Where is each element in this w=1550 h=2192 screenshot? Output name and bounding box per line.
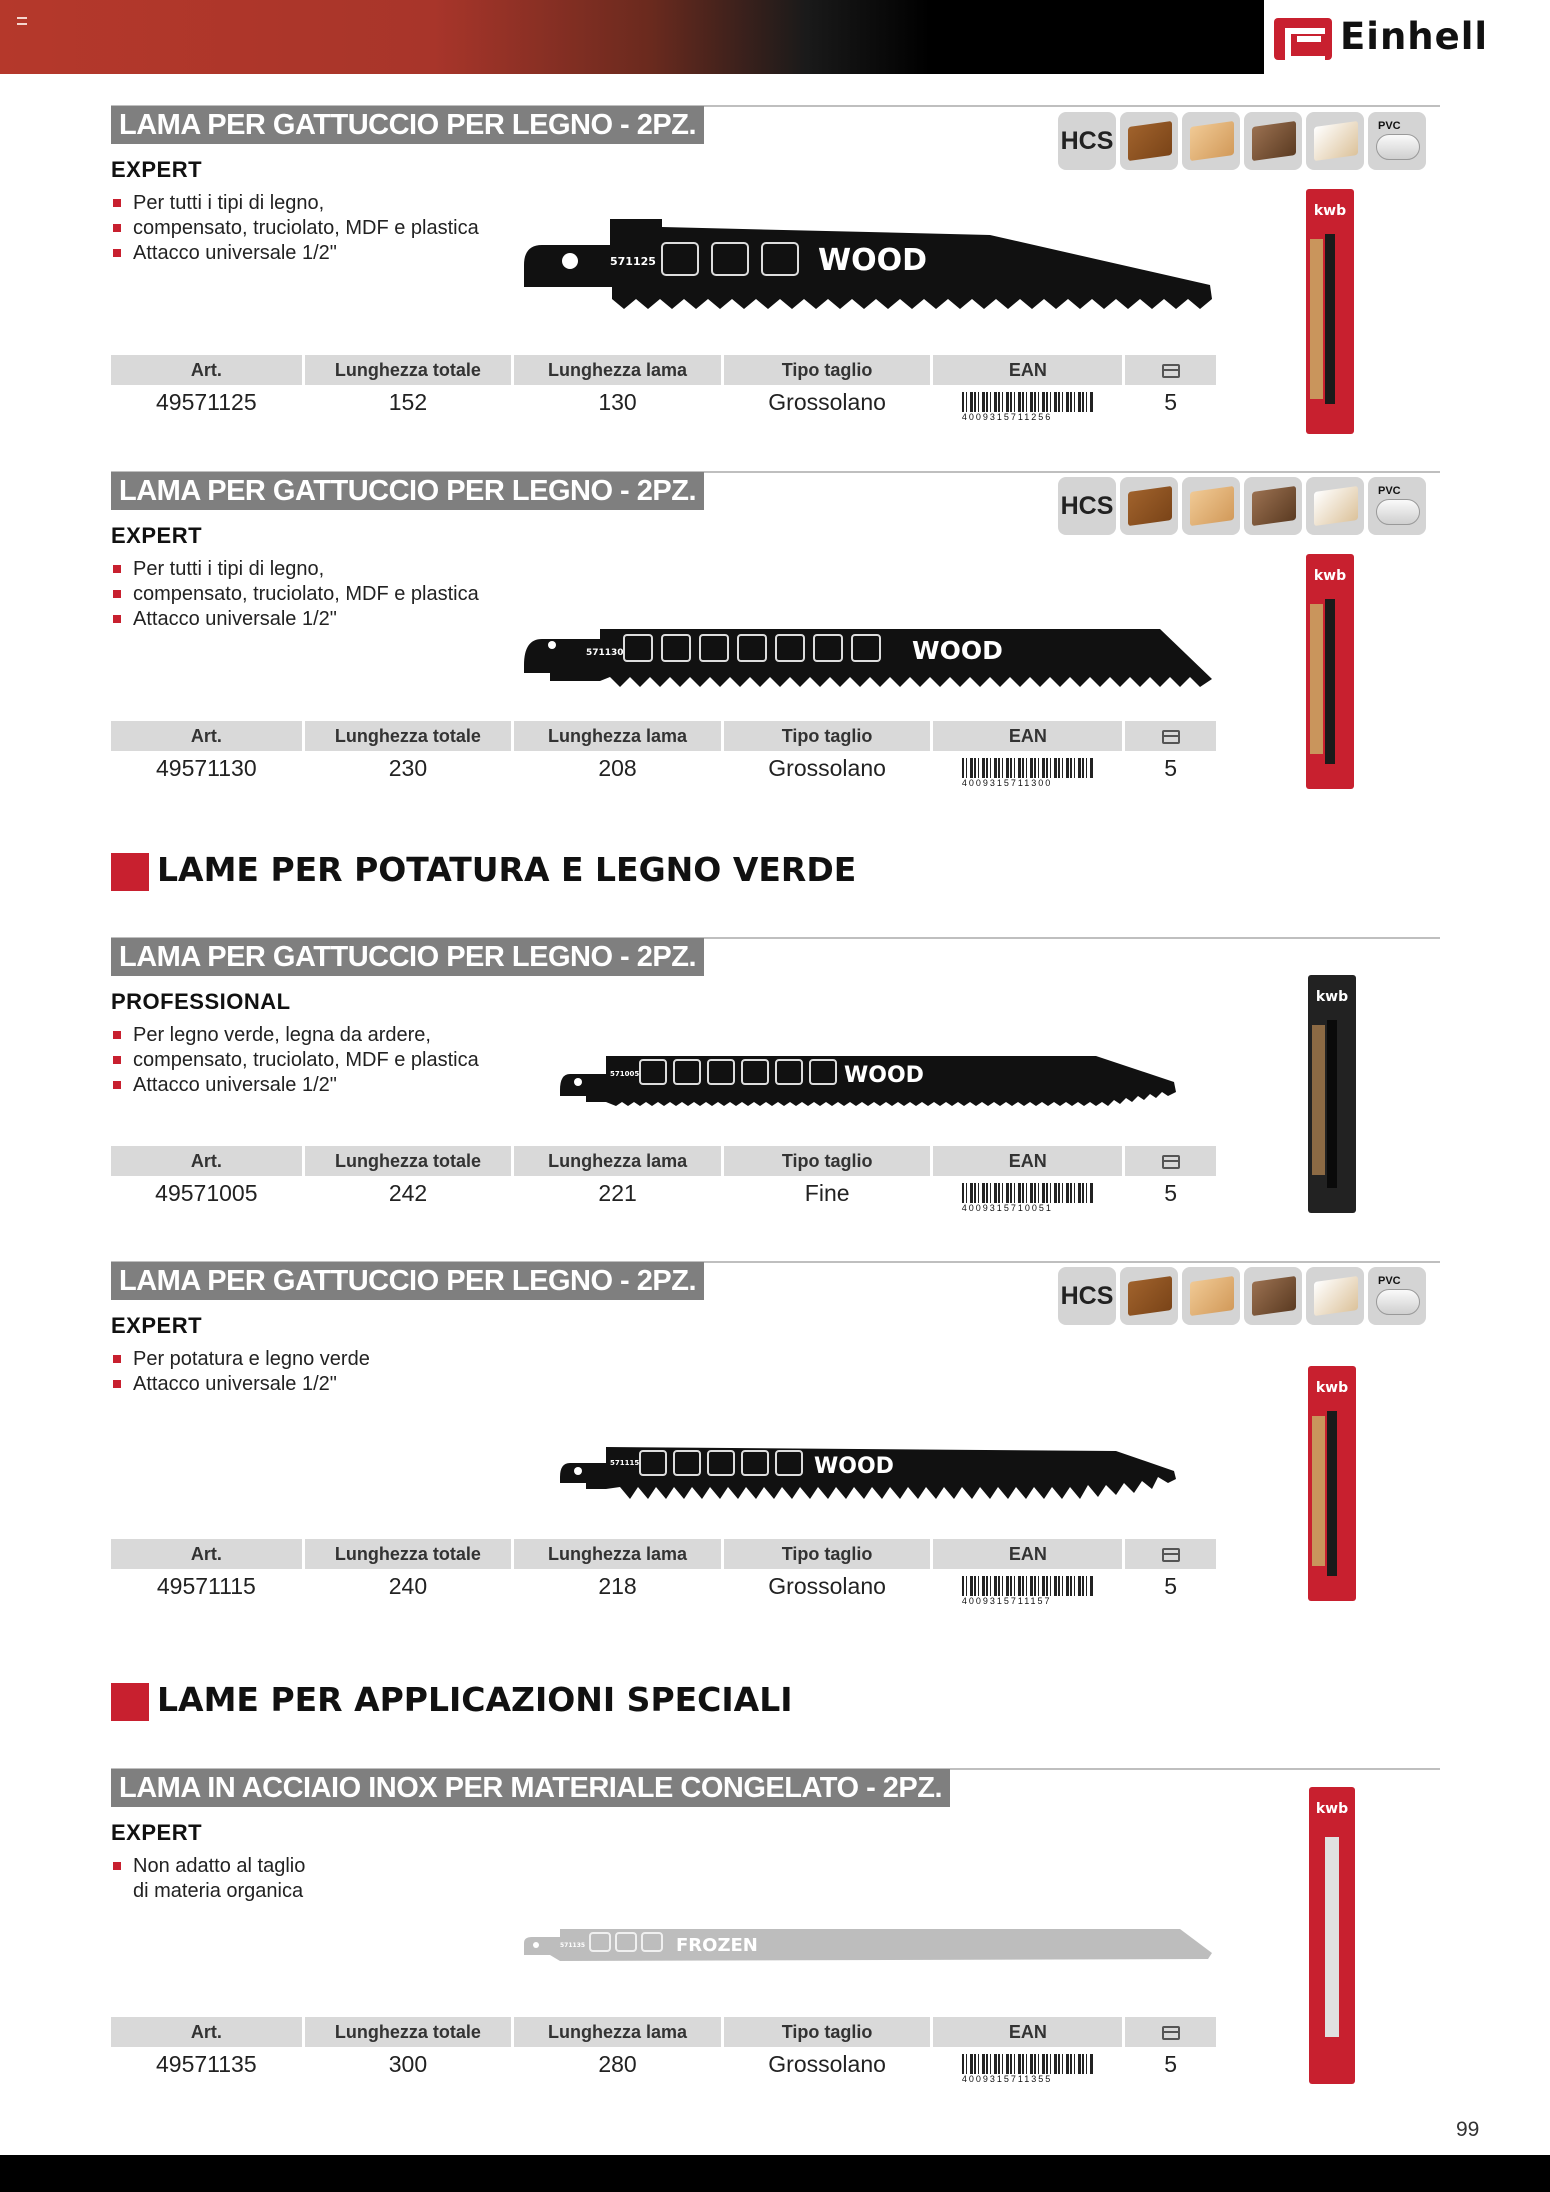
table-row xyxy=(111,1176,1216,1210)
package-icon xyxy=(1162,1155,1180,1169)
art-number: 49571135 xyxy=(156,2050,257,2077)
pack-quantity: 5 xyxy=(1164,1179,1177,1206)
log-wood-icon xyxy=(1244,112,1302,170)
product-title: LAMA PER GATTUCCIO PER LEGNO - 2PZ. xyxy=(111,106,704,144)
material-icons xyxy=(1058,112,1426,170)
saw-blade-image xyxy=(556,1052,1176,1114)
package-icon xyxy=(1162,364,1180,378)
softwood-icon xyxy=(1182,1267,1240,1325)
kwb-logo: kwb xyxy=(1313,568,1347,584)
col-header xyxy=(1125,721,1216,751)
col-header: EAN xyxy=(933,1146,1122,1176)
ean-barcode: 4009315711355 xyxy=(933,2047,1122,2081)
pack-quantity: 5 xyxy=(1164,2050,1177,2077)
col-header: Lunghezza totale xyxy=(305,1146,512,1176)
total-length: 242 xyxy=(388,1179,428,1206)
feature-item: Per tutti i tipi di legno, xyxy=(111,191,479,216)
col-header: Art. xyxy=(111,721,302,751)
col-header: Art. xyxy=(111,1146,302,1176)
blade-code: 571135 xyxy=(560,1942,586,1949)
spec-table xyxy=(108,1146,1219,1214)
cut-type: Fine xyxy=(804,1179,850,1206)
total-length: 230 xyxy=(388,754,428,781)
blade-label: FROZEN xyxy=(676,1935,758,1956)
section-marker xyxy=(111,1683,149,1721)
ean-barcode: 4009315711256 xyxy=(933,385,1122,419)
saw-blade-image xyxy=(556,1443,1176,1505)
col-header: Art. xyxy=(111,1539,302,1569)
ean-barcode: 4009315711300 xyxy=(933,751,1122,785)
menu-icon[interactable] xyxy=(17,17,27,25)
package-icon xyxy=(1162,730,1180,744)
col-header: Lunghezza lama xyxy=(514,1539,721,1569)
col-header: Lunghezza totale xyxy=(305,2017,512,2047)
table-row xyxy=(111,385,1216,419)
hcs-icon: HCS xyxy=(1058,477,1116,535)
softwood-icon xyxy=(1182,477,1240,535)
spec-table xyxy=(108,1539,1219,1607)
section-title: LAME PER APPLICAZIONI SPECIALI xyxy=(157,1680,793,1719)
hardwood-icon xyxy=(1120,477,1178,535)
product-features xyxy=(111,1854,305,1904)
product-grade: PROFESSIONAL xyxy=(111,989,291,1014)
product-features xyxy=(111,1023,479,1098)
feature-item: compensato, truciolato, MDF e plastica xyxy=(111,1048,479,1073)
hardwood-icon xyxy=(1120,112,1178,170)
section-title: LAME PER POTATURA E LEGNO VERDE xyxy=(157,850,857,889)
feature-item: Non adatto al taglio xyxy=(111,1854,305,1879)
product-grade: EXPERT xyxy=(111,157,203,182)
blade-label: WOOD xyxy=(912,636,1003,665)
plywood-icon xyxy=(1306,1267,1364,1325)
hcs-icon: HCS xyxy=(1058,1267,1116,1325)
feature-item: Per tutti i tipi di legno, xyxy=(111,557,479,582)
pvc-pipe-icon: PVC xyxy=(1368,477,1426,535)
col-header: EAN xyxy=(933,2017,1122,2047)
softwood-icon xyxy=(1182,112,1240,170)
blade-label: WOOD xyxy=(814,1454,894,1479)
col-header: Lunghezza totale xyxy=(305,355,512,385)
kwb-logo: kwb xyxy=(1315,1380,1349,1396)
art-number: 49571130 xyxy=(156,754,257,781)
product-grade: EXPERT xyxy=(111,523,203,548)
col-header xyxy=(1125,2017,1216,2047)
cut-type: Grossolano xyxy=(768,388,886,415)
col-header: EAN xyxy=(933,355,1122,385)
col-header: Lunghezza lama xyxy=(514,1146,721,1176)
product-title: LAMA PER GATTUCCIO PER LEGNO - 2PZ. xyxy=(111,1262,704,1300)
product-title: LAMA PER GATTUCCIO PER LEGNO - 2PZ. xyxy=(111,472,704,510)
col-header: Tipo taglio xyxy=(724,2017,931,2047)
col-header: Tipo taglio xyxy=(724,1539,931,1569)
feature-item: Per legno verde, legna da ardere, xyxy=(111,1023,479,1048)
page-number: 99 xyxy=(1456,2118,1480,2141)
col-header: EAN xyxy=(933,721,1122,751)
product-title: LAMA PER GATTUCCIO PER LEGNO - 2PZ. xyxy=(111,938,704,976)
col-header xyxy=(1125,355,1216,385)
col-header xyxy=(1125,1539,1216,1569)
col-header: Tipo taglio xyxy=(724,355,931,385)
col-header: Tipo taglio xyxy=(724,721,931,751)
blade-length: 130 xyxy=(598,388,637,415)
pack-quantity: 5 xyxy=(1164,1572,1177,1599)
product-grade: EXPERT xyxy=(111,1820,203,1845)
section-marker xyxy=(111,853,149,891)
packaging-image xyxy=(1309,1787,1355,2084)
plywood-icon xyxy=(1306,112,1364,170)
brand-logo xyxy=(1264,0,1550,74)
blade-code: 571125 xyxy=(610,255,656,268)
packaging-image xyxy=(1308,975,1356,1213)
spec-table xyxy=(108,721,1219,789)
col-header: EAN xyxy=(933,1539,1122,1569)
log-wood-icon xyxy=(1244,1267,1302,1325)
feature-item: Per potatura e legno verde xyxy=(111,1347,370,1372)
hardwood-icon xyxy=(1120,1267,1178,1325)
plywood-icon xyxy=(1306,477,1364,535)
total-length: 152 xyxy=(388,388,428,415)
product-grade: EXPERT xyxy=(111,1313,203,1338)
product-title: LAMA IN ACCIAIO INOX PER MATERIALE CONGELATO - 2PZ. xyxy=(111,1769,950,1807)
kwb-logo: kwb xyxy=(1315,1801,1349,1817)
ean-barcode: 4009315710051 xyxy=(933,1176,1122,1210)
material-icons xyxy=(1058,1267,1426,1325)
feature-item: compensato, truciolato, MDF e plastica xyxy=(111,216,479,241)
feature-item: Attacco universale 1/2" xyxy=(111,1073,479,1098)
hcs-icon: HCS xyxy=(1058,112,1116,170)
kwb-logo: kwb xyxy=(1315,989,1349,1005)
cut-type: Grossolano xyxy=(768,1572,886,1599)
blade-code: 571115 xyxy=(610,1459,640,1467)
pack-quantity: 5 xyxy=(1164,388,1177,415)
kwb-logo: kwb xyxy=(1313,203,1347,219)
saw-blade-image xyxy=(520,625,1212,687)
col-header: Lunghezza totale xyxy=(305,1539,512,1569)
col-header xyxy=(1125,1146,1216,1176)
col-header: Lunghezza lama xyxy=(514,2017,721,2047)
art-number: 49571125 xyxy=(156,388,257,415)
pvc-pipe-icon: PVC xyxy=(1368,112,1426,170)
art-number: 49571115 xyxy=(156,1572,256,1599)
package-icon xyxy=(1162,2026,1180,2040)
table-row xyxy=(111,751,1216,785)
table-row xyxy=(111,2047,1216,2081)
packaging-image xyxy=(1308,1366,1356,1601)
product-features xyxy=(111,1347,370,1397)
total-length: 300 xyxy=(388,2050,428,2077)
feature-item: Attacco universale 1/2" xyxy=(111,241,479,266)
col-header: Lunghezza totale xyxy=(305,721,512,751)
blade-length: 218 xyxy=(598,1572,637,1599)
saw-blade-image xyxy=(520,1925,1212,1965)
total-length: 240 xyxy=(388,1572,428,1599)
feature-item: Attacco universale 1/2" xyxy=(111,607,479,632)
col-header: Art. xyxy=(111,355,302,385)
ean-barcode: 4009315711157 xyxy=(933,1569,1122,1603)
spec-table xyxy=(108,355,1219,423)
brand-name: Einhell xyxy=(1340,15,1489,58)
col-header: Art. xyxy=(111,2017,302,2047)
blade-length: 221 xyxy=(598,1179,637,1206)
feature-item: Attacco universale 1/2" xyxy=(111,1372,370,1397)
footer-bar xyxy=(0,2155,1550,2192)
blade-code: 571005 xyxy=(610,1070,640,1078)
packaging-image xyxy=(1306,189,1354,434)
product-features xyxy=(111,191,479,266)
col-header: Lunghezza lama xyxy=(514,355,721,385)
pack-quantity: 5 xyxy=(1164,754,1177,781)
col-header: Lunghezza lama xyxy=(514,721,721,751)
blade-length: 208 xyxy=(598,754,637,781)
feature-item: compensato, truciolato, MDF e plastica xyxy=(111,582,479,607)
col-header: Tipo taglio xyxy=(724,1146,930,1176)
blade-label: WOOD xyxy=(818,243,927,278)
art-number: 49571005 xyxy=(155,1179,258,1206)
einhell-logo-icon xyxy=(1274,18,1332,60)
cut-type: Grossolano xyxy=(768,754,886,781)
feature-item: di materia organica xyxy=(133,1880,304,1902)
blade-length: 280 xyxy=(598,2050,637,2077)
blade-code: 571130 xyxy=(586,648,624,658)
product-features xyxy=(111,557,479,632)
log-wood-icon xyxy=(1244,477,1302,535)
material-icons xyxy=(1058,477,1426,535)
pvc-pipe-icon: PVC xyxy=(1368,1267,1426,1325)
package-icon xyxy=(1162,1548,1180,1562)
packaging-image xyxy=(1306,554,1354,789)
spec-table xyxy=(108,2017,1219,2085)
blade-label: WOOD xyxy=(844,1063,924,1088)
cut-type: Grossolano xyxy=(768,2050,886,2077)
saw-blade-image xyxy=(520,215,1212,311)
table-row xyxy=(111,1569,1216,1603)
